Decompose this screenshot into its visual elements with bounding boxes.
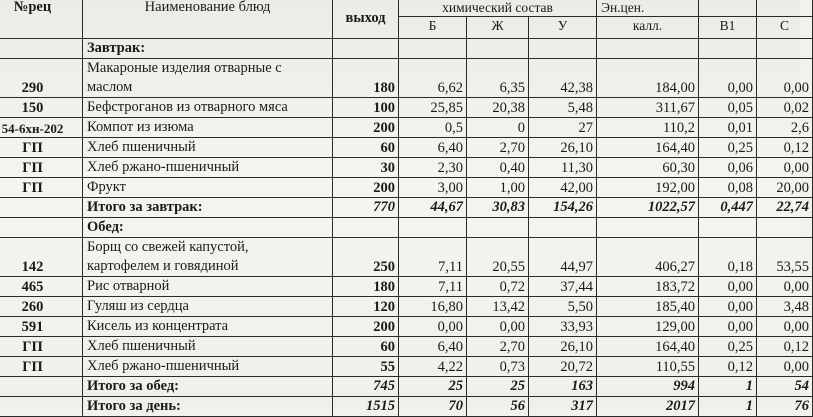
- value-b: 7,11: [399, 277, 467, 297]
- dish-name: [83, 98, 333, 118]
- value-c: 3,48: [757, 297, 813, 317]
- dish-name: [83, 238, 333, 277]
- section-title-row: [0, 218, 813, 238]
- output-value: 180: [333, 277, 399, 297]
- zh-header: Ж: [467, 17, 529, 39]
- dish-name: [83, 158, 333, 178]
- total-e: 994: [597, 377, 699, 397]
- empty-cell: [597, 39, 699, 59]
- blank-header-b1: [699, 0, 757, 17]
- value-u: 5,48: [529, 98, 597, 118]
- dish-row: [0, 317, 813, 337]
- value-e: 192,00: [597, 178, 699, 198]
- value-u: 26,10: [529, 138, 597, 158]
- dish-name: [83, 59, 333, 98]
- value-b1: 0,05: [699, 98, 757, 118]
- value-b: 6,62: [399, 59, 467, 98]
- value-b1: 0,00: [699, 317, 757, 337]
- total-zh: 25: [467, 377, 529, 397]
- day-total-zh: 56: [467, 397, 529, 417]
- section-total-row: [0, 198, 813, 218]
- value-e: 164,40: [597, 337, 699, 357]
- output-value: 200: [333, 317, 399, 337]
- dish-name: [83, 138, 333, 158]
- dish-name-line: Кисель из концентрата: [87, 318, 229, 334]
- dish-name-line: Хлеб ржано-пшеничный: [87, 358, 240, 374]
- empty-cell: [467, 218, 529, 238]
- dish-row: [0, 357, 813, 377]
- value-c: 20,00: [757, 178, 813, 198]
- value-zh: 0,40: [467, 158, 529, 178]
- dish-name-line: Макароные изделия отварные с: [87, 60, 282, 76]
- total-output: 770: [333, 198, 399, 218]
- value-c: 0,00: [757, 59, 813, 98]
- value-b: 16,80: [399, 297, 467, 317]
- value-u: 11,30: [529, 158, 597, 178]
- dish-row: [0, 98, 813, 118]
- value-b1: 0,00: [699, 297, 757, 317]
- value-e: 183,72: [597, 277, 699, 297]
- dish-row: [0, 158, 813, 178]
- dish-name: [83, 357, 333, 377]
- u-header: У: [529, 17, 597, 39]
- total-b: 25: [399, 377, 467, 397]
- dish-name-line: Рис отварной: [87, 278, 170, 294]
- dish-row: [0, 118, 813, 138]
- day-total-e: 2017: [597, 397, 699, 417]
- day-total-row: [0, 397, 813, 417]
- dish-row: [0, 59, 813, 98]
- recipe-code: 150: [0, 98, 83, 118]
- value-zh: 0,73: [467, 357, 529, 377]
- output-value: 55: [333, 357, 399, 377]
- recipe-code: ГП: [0, 138, 83, 158]
- value-b: 4,22: [399, 357, 467, 377]
- value-u: 37,44: [529, 277, 597, 297]
- value-zh: 0: [467, 118, 529, 138]
- recipe-code: ГП: [0, 357, 83, 377]
- dish-name: [83, 178, 333, 198]
- value-b1: 0,25: [699, 337, 757, 357]
- dish-name: [83, 297, 333, 317]
- day-total-output: 1515: [333, 397, 399, 417]
- dish-name-line: Бефстроганов из отварного мяса: [87, 99, 288, 115]
- value-e: 129,00: [597, 317, 699, 337]
- dish-name: [83, 118, 333, 138]
- empty-cell: [699, 218, 757, 238]
- day-total-label: Итого за день:: [83, 397, 333, 417]
- recipe-code: 142: [0, 238, 83, 277]
- value-e: 60,30: [597, 158, 699, 178]
- recipe-header: №рец: [0, 0, 83, 39]
- value-c: 0,00: [757, 317, 813, 337]
- dish-row: [0, 138, 813, 158]
- value-zh: 20,38: [467, 98, 529, 118]
- output-header: выход: [333, 0, 399, 39]
- value-b: 3,00: [399, 178, 467, 198]
- empty-cell: [333, 218, 399, 238]
- value-b1: 0,06: [699, 158, 757, 178]
- total-b1: 0,447: [699, 198, 757, 218]
- total-b: 44,67: [399, 198, 467, 218]
- total-c: 22,74: [757, 198, 813, 218]
- empty-cell: [467, 39, 529, 59]
- output-value: 120: [333, 297, 399, 317]
- total-u: 163: [529, 377, 597, 397]
- empty-cell: [597, 218, 699, 238]
- value-b1: 0,25: [699, 138, 757, 158]
- dish-name-line: Гуляш из сердца: [87, 298, 189, 314]
- value-c: 2,6: [757, 118, 813, 138]
- dish-name: [83, 337, 333, 357]
- empty-cell: [757, 39, 813, 59]
- value-b1: 0,00: [699, 59, 757, 98]
- recipe-code: 290: [0, 59, 83, 98]
- value-e: 406,27: [597, 238, 699, 277]
- header-row-1: [0, 0, 813, 17]
- value-e: 110,2: [597, 118, 699, 138]
- value-b1: 0,18: [699, 238, 757, 277]
- dish-row: [0, 337, 813, 357]
- value-c: 0,02: [757, 98, 813, 118]
- value-b1: 0,08: [699, 178, 757, 198]
- dish-name-line: Компот из изюма: [87, 119, 194, 135]
- recipe-code: ГП: [0, 158, 83, 178]
- recipe-code: 591: [0, 317, 83, 337]
- value-zh: 0,72: [467, 277, 529, 297]
- energy-unit-header: калл.: [597, 17, 699, 39]
- day-total-b1: 1: [699, 397, 757, 417]
- value-zh: 2,70: [467, 337, 529, 357]
- value-b1: 0,00: [699, 277, 757, 297]
- dish-row: [0, 238, 813, 277]
- value-u: 42,00: [529, 178, 597, 198]
- value-u: 27: [529, 118, 597, 138]
- dish-name-line: Хлеб пшеничный: [87, 338, 196, 354]
- empty-cell: [529, 39, 597, 59]
- value-b1: 0,01: [699, 118, 757, 138]
- section-title: Обед:: [83, 218, 333, 238]
- value-b: 6,40: [399, 138, 467, 158]
- value-b: 0,00: [399, 317, 467, 337]
- value-b: 2,30: [399, 158, 467, 178]
- value-zh: 2,70: [467, 138, 529, 158]
- value-zh: 0,00: [467, 317, 529, 337]
- output-value: 180: [333, 59, 399, 98]
- value-u: 33,93: [529, 317, 597, 337]
- dish-row: [0, 178, 813, 198]
- empty-cell: [399, 218, 467, 238]
- b-header: Б: [399, 17, 467, 39]
- output-value: 30: [333, 158, 399, 178]
- day-total-c: 76: [757, 397, 813, 417]
- value-u: 5,50: [529, 297, 597, 317]
- dish-name: [83, 277, 333, 297]
- total-zh: 30,83: [467, 198, 529, 218]
- section-total-row: [0, 377, 813, 397]
- value-e: 311,67: [597, 98, 699, 118]
- value-zh: 1,00: [467, 178, 529, 198]
- blank-header-c: [757, 0, 813, 17]
- value-zh: 6,35: [467, 59, 529, 98]
- value-c: 0,12: [757, 138, 813, 158]
- total-output: 745: [333, 377, 399, 397]
- c-header: С: [757, 17, 813, 39]
- value-zh: 13,42: [467, 297, 529, 317]
- recipe-code: ГП: [0, 178, 83, 198]
- dish-name-line: картофелем и говядиной: [87, 258, 239, 274]
- output-value: 200: [333, 118, 399, 138]
- empty-cell: [699, 39, 757, 59]
- value-c: 0,00: [757, 277, 813, 297]
- day-total-b: 70: [399, 397, 467, 417]
- value-e: 185,40: [597, 297, 699, 317]
- value-b: 25,85: [399, 98, 467, 118]
- total-c: 54: [757, 377, 813, 397]
- day-total-u: 317: [529, 397, 597, 417]
- value-b: 0,5: [399, 118, 467, 138]
- value-e: 184,00: [597, 59, 699, 98]
- menu-body: [0, 39, 813, 417]
- empty-cell: [757, 218, 813, 238]
- code-cell: [0, 218, 83, 238]
- dish-row: [0, 297, 813, 317]
- value-u: 44,97: [529, 238, 597, 277]
- dish-row: [0, 277, 813, 297]
- code-cell: [0, 377, 83, 397]
- recipe-code: ГП: [0, 337, 83, 357]
- output-value: 60: [333, 138, 399, 158]
- value-e: 164,40: [597, 138, 699, 158]
- empty-cell: [399, 39, 467, 59]
- dish-name-line: Хлеб пшеничный: [87, 139, 196, 155]
- recipe-code: 465: [0, 277, 83, 297]
- value-zh: 20,55: [467, 238, 529, 277]
- b1-header: В1: [699, 17, 757, 39]
- value-u: 20,72: [529, 357, 597, 377]
- output-value: 200: [333, 178, 399, 198]
- section-title: Завтрак:: [83, 39, 333, 59]
- value-c: 53,55: [757, 238, 813, 277]
- dish-name: [83, 317, 333, 337]
- total-b1: 1: [699, 377, 757, 397]
- dish-name-line: Хлеб ржано-пшеничный: [87, 159, 240, 175]
- value-u: 26,10: [529, 337, 597, 357]
- chem-header: химический состав: [399, 0, 597, 17]
- value-b: 6,40: [399, 337, 467, 357]
- output-value: 100: [333, 98, 399, 118]
- total-u: 154,26: [529, 198, 597, 218]
- total-label: Итого за обед:: [83, 377, 333, 397]
- dish-name-line: маслом: [87, 79, 133, 95]
- total-e: 1022,57: [597, 198, 699, 218]
- output-value: 250: [333, 238, 399, 277]
- value-c: 0,12: [757, 337, 813, 357]
- code-cell: [0, 39, 83, 59]
- recipe-code: 260: [0, 297, 83, 317]
- value-c: 0,00: [757, 158, 813, 178]
- output-value: 60: [333, 337, 399, 357]
- dish-name-line: Фрукт: [87, 179, 126, 195]
- code-cell: [0, 198, 83, 218]
- value-e: 110,55: [597, 357, 699, 377]
- empty-cell: [333, 39, 399, 59]
- code-cell: [0, 397, 83, 417]
- value-b1: 0,12: [699, 357, 757, 377]
- value-c: 0,00: [757, 357, 813, 377]
- value-u: 42,38: [529, 59, 597, 98]
- dish-header: Наименование блюд: [83, 0, 333, 39]
- dish-name-line: Борщ со свежей капустой,: [87, 239, 249, 255]
- value-b: 7,11: [399, 238, 467, 277]
- section-title-row: [0, 39, 813, 59]
- energy-header: Эн.цен.: [597, 0, 699, 17]
- recipe-code: 54-6хн-202: [0, 118, 83, 138]
- total-label: Итого за завтрак:: [83, 198, 333, 218]
- empty-cell: [529, 218, 597, 238]
